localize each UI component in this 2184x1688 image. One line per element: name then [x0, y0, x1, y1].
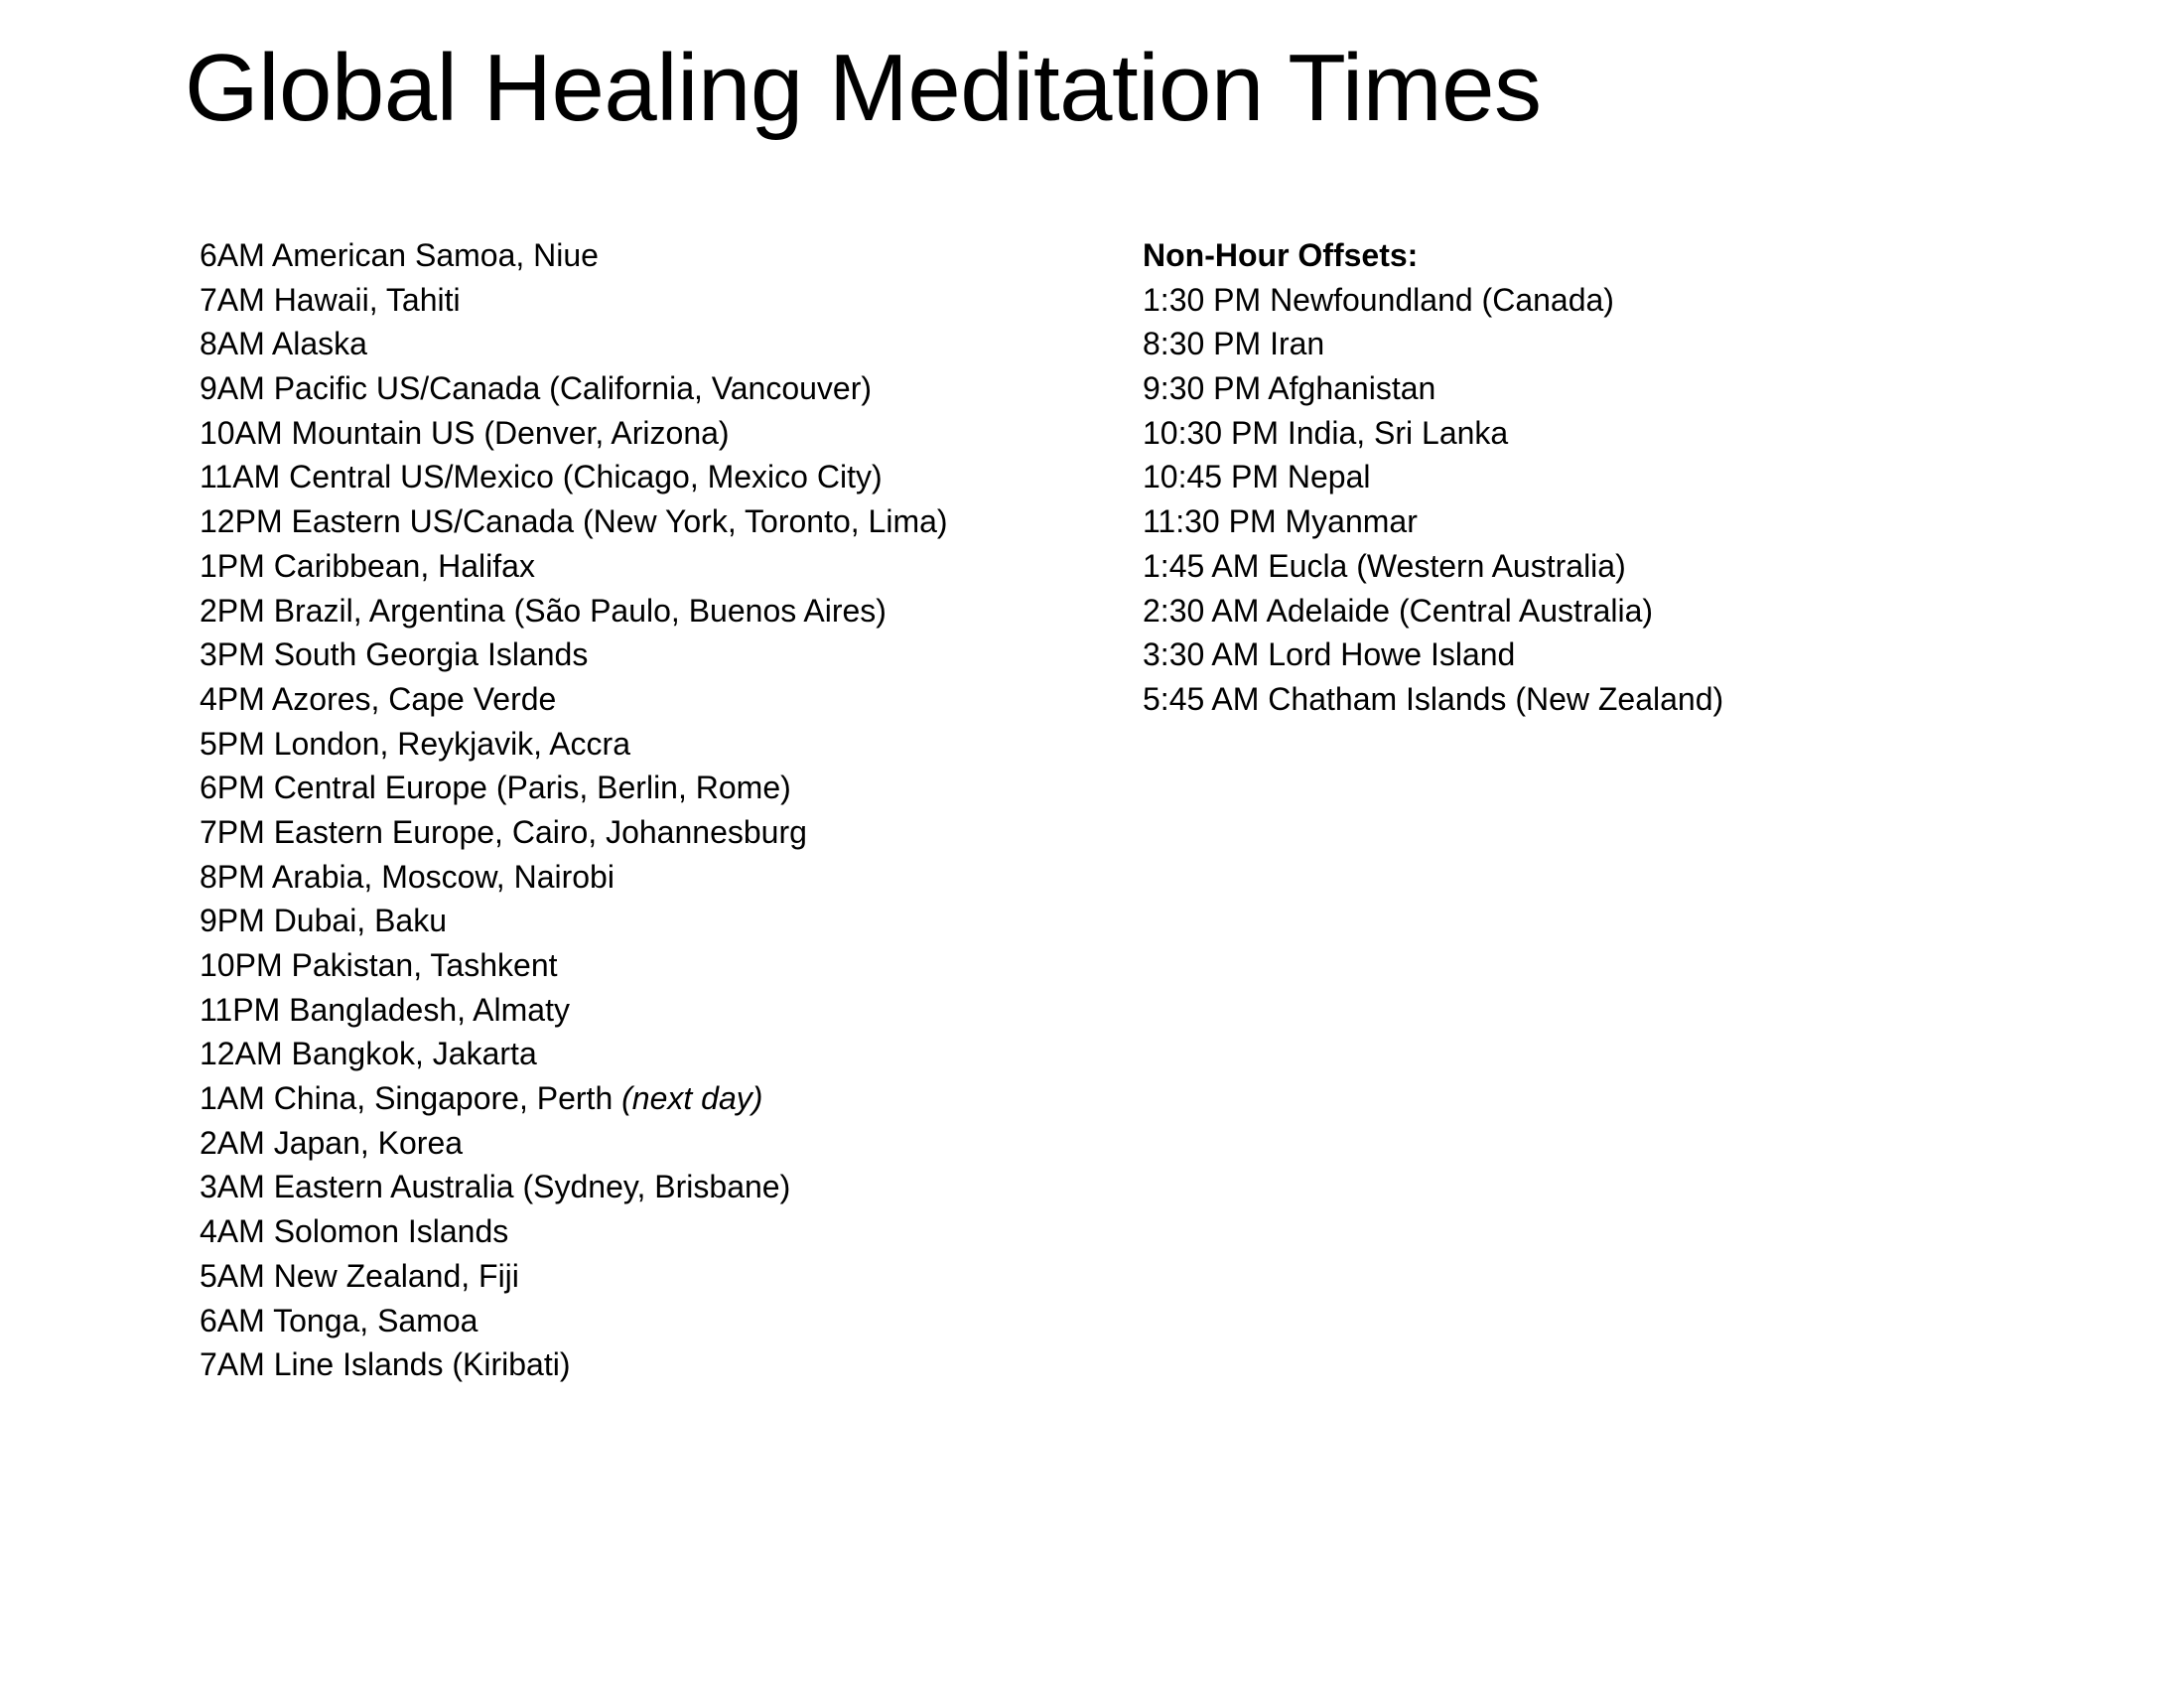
time-entry: 10PM Pakistan, Tashkent	[200, 947, 558, 983]
list-item: 9:30 PM Afghanistan	[1143, 370, 1436, 407]
time-entry: 12PM Eastern US/Canada (New York, Toronto, Lima)	[200, 503, 948, 540]
list-item	[200, 233, 948, 278]
list-item: 2:30 AM Adelaide (Central Australia)	[1143, 592, 1654, 629]
list-item	[200, 1342, 948, 1387]
list-item: 8:30 PM Iran	[1143, 326, 1325, 362]
time-entry: 5AM New Zealand, Fiji	[200, 1257, 519, 1294]
list-item: 3:30 AM Lord Howe Island	[1143, 636, 1516, 673]
time-entry: 7AM Hawaii, Tahiti	[200, 281, 461, 318]
list-item	[200, 943, 948, 988]
list-item: 5:45 AM Chatham Islands (New Zealand)	[1143, 680, 1724, 717]
time-entry: 8AM Alaska	[200, 326, 367, 362]
time-entry: 3PM South Georgia Islands	[200, 636, 589, 673]
list-item	[200, 411, 948, 456]
list-item	[200, 278, 948, 323]
time-entry: 11AM Central US/Mexico (Chicago, Mexico City)	[200, 459, 883, 495]
time-entry: 7AM Line Islands (Kiribati)	[200, 1346, 571, 1383]
next-day-note: (next day)	[621, 1080, 763, 1117]
list-item	[200, 1299, 948, 1343]
list-item	[200, 810, 948, 855]
time-entry: 6AM Tonga, Samoa	[200, 1302, 478, 1338]
list-item	[200, 499, 948, 544]
list-item	[200, 899, 948, 943]
list-item: 10:45 PM Nepal	[1143, 459, 1371, 495]
list-item	[200, 633, 948, 677]
time-entry: 12AM Bangkok, Jakarta	[200, 1036, 537, 1072]
list-item	[200, 766, 948, 810]
page-title: Global Healing Meditation Times	[185, 35, 1542, 141]
list-item	[200, 1076, 948, 1121]
list-item	[200, 722, 948, 767]
list-item	[200, 1121, 948, 1166]
time-entry: 7PM Eastern Europe, Cairo, Johannesburg	[200, 813, 807, 850]
time-entry: 9AM Pacific US/Canada (California, Vancouver)	[200, 370, 873, 407]
time-entry: 5PM London, Reykjavik, Accra	[200, 725, 630, 762]
time-entry: 11PM Bangladesh, Almaty	[200, 991, 570, 1028]
list-item: 10:30 PM India, Sri Lanka	[1143, 414, 1509, 451]
list-item	[200, 322, 948, 366]
time-entry: 2PM Brazil, Argentina (São Paulo, Buenos Aires)	[200, 592, 887, 629]
list-item	[200, 988, 948, 1033]
list-item	[200, 455, 948, 499]
time-entry: 3AM Eastern Australia (Sydney, Brisbane)	[200, 1169, 791, 1205]
time-entry: 1PM Caribbean, Halifax	[200, 547, 535, 584]
offsets-heading: Non-Hour Offsets:	[1143, 237, 1419, 273]
list-item	[200, 544, 948, 589]
time-entry: 6AM American Samoa, Niue	[200, 237, 599, 273]
list-item	[200, 1209, 948, 1254]
time-entry: 6PM Central Europe (Paris, Berlin, Rome)	[200, 770, 791, 806]
list-item: 11:30 PM Myanmar	[1143, 503, 1418, 540]
time-entry: 4AM Solomon Islands	[200, 1213, 509, 1250]
list-item: 1:30 PM Newfoundland (Canada)	[1143, 281, 1614, 318]
time-entry: 2AM Japan, Korea	[200, 1124, 464, 1161]
offsets-list	[1143, 233, 1723, 722]
time-entry: 9PM Dubai, Baku	[200, 903, 448, 939]
list-item	[200, 589, 948, 633]
time-entry: 1AM China, Singapore, Perth	[200, 1080, 614, 1117]
hourly-times-list	[200, 233, 948, 1387]
list-item: 1:45 AM Eucla (Western Australia)	[1143, 547, 1626, 584]
list-item	[200, 366, 948, 411]
time-entry: 4PM Azores, Cape Verde	[200, 680, 557, 717]
time-entry: 8PM Arabia, Moscow, Nairobi	[200, 858, 614, 895]
list-item	[200, 1165, 948, 1209]
list-item	[200, 677, 948, 722]
time-entry: 10AM Mountain US (Denver, Arizona)	[200, 414, 730, 451]
list-item	[200, 1032, 948, 1076]
list-item	[200, 1254, 948, 1299]
list-item	[200, 855, 948, 900]
